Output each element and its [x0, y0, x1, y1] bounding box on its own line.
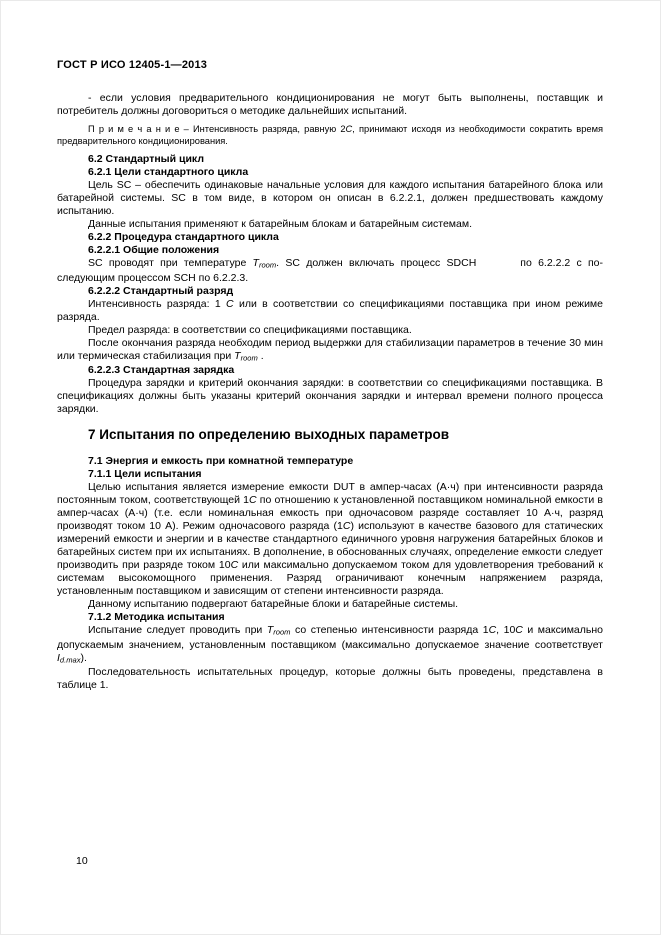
paragraph: Предел разряда: в соответствии со спецификациями поставщика. — [88, 323, 412, 336]
section-heading: 6.2.1 Цели стандартного цикла — [88, 166, 249, 178]
paragraph: Целью испытания является измерение емкости DUT в ампер-часах (А·ч) при интенсивности разряда постоянным током, соответствующей 1С по отношению к установленной поставщиком номинальной емкости в ампер-часах (А·ч) (т.е. если номинальная емкость при одночасовом разряде составляет 10 А·ч, разряд производят током 10 А). Режим одночасового разряда (1С) используют в качестве базового для статических измерений емкости и энергии и в качестве стандартного единичного уровня нагружения батарейных блоков и батарейных систем при их испытаниях. В дополнение, в обоснованных случаях, определение емкости следует производить при разряде током 10С или максимально допускаемом током для удовлетворения требований к системам высокомощного применения. Разряд ограничивают конечным напряжением разряда, установленным поставщиком и зависящим от степени интенсивности разряда. — [57, 481, 603, 597]
section-heading: 6.2.2.3 Стандартная зарядка — [88, 364, 235, 376]
paragraph: Интенсивность разряда: 1 С или в соответствии со спецификациями поставщика при ином режиме разряда. — [57, 297, 603, 323]
section-heading: 6.2.2.1 Общие положения — [88, 244, 220, 256]
paragraph: SC проводят при температуре Troom. SC должен включать процесс SDCH по 6.2.2.2 с последующим процессом SCH по 6.2.2.3. — [57, 257, 603, 284]
note-paragraph: П р и м е ч а н и е – Интенсивность разряда, равную 2С, принимают исходя из необходимости сократить время предварительного кондиционирования. — [57, 124, 603, 146]
section-heading: 6.2.2 Процедура стандартного цикла — [88, 231, 279, 243]
section-heading: 7.1 Энергия и емкость при комнатной температуре — [88, 455, 354, 467]
paragraph: После окончания разряда необходим период выдержки для стабилизации параметров в течение 30 мин или термическая стабилизация при Troom . — [57, 336, 603, 362]
document-header-standard-number: ГОСТ Р ИСО 12405-1—2013 — [57, 59, 208, 71]
paragraph: Данные испытания применяют к батарейным блокам и батарейным системам. — [88, 218, 472, 230]
section-heading: 7.1.1 Цели испытания — [88, 468, 202, 480]
paragraph: Последовательность испытательных процедур, которые должны быть проведены, представлена в таблице 1. — [57, 666, 603, 691]
section-heading: 7.1.2 Методика испытания — [88, 611, 225, 623]
paragraph: Испытание следует проводить при Troom со степенью интенсивности разряда 1С, 10С и максимально допускаемым значением, установленным поставщиком (максимально допускаемое значение соответствует Id.max). — [57, 624, 603, 664]
paragraph: - если условия предварительного кондиционирования не могут быть выполнены, поставщик и потребитель должны договориться о методике дальнейших испытаний. — [57, 92, 603, 117]
paragraph: Процедура зарядки и критерий окончания зарядки: в соответствии со спецификациями поставщика. В спецификациях должны быть указаны критерий окончания зарядки и интервал времени полного процесса зарядки. — [57, 377, 603, 415]
page-number: 10 — [76, 855, 88, 867]
section-heading: 6.2.2.2 Стандартный разряд — [88, 284, 234, 297]
paragraph: Цель SC – обеспечить одинаковые начальные условия для каждого испытания батарейного блока или батарейной системы. SC в том виде, в котором он описан в 6.2.2.1, должен предшествовать каждому испытанию. — [57, 179, 603, 217]
section-heading: 6.2 Стандартный цикл — [88, 153, 204, 165]
document-body — [57, 92, 603, 692]
text-block — [57, 59, 603, 692]
section-heading: 7 Испытания по определению выходных параметров — [88, 427, 450, 442]
paragraph: Данному испытанию подвергают батарейные блоки и батарейные системы. — [88, 598, 459, 610]
